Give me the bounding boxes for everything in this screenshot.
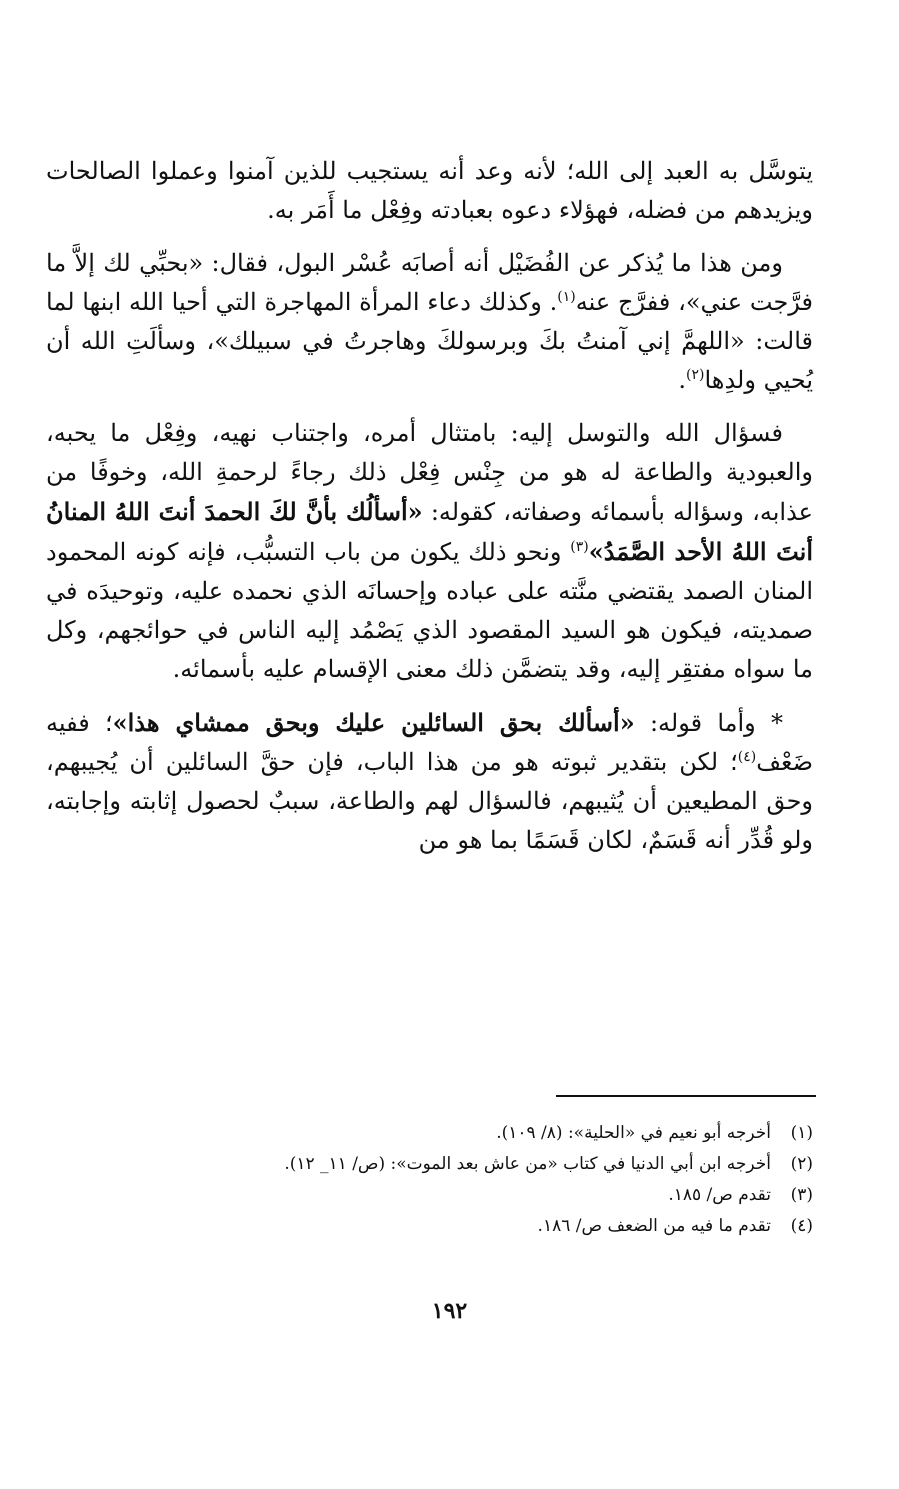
footnote-2 — [46, 1149, 813, 1180]
footnote-number: (٣) — [790, 1185, 813, 1205]
paragraph-2-text-c: . — [678, 366, 687, 394]
footnote-1 — [46, 1118, 813, 1149]
footnote-number: (٤) — [790, 1216, 813, 1236]
paragraph-2-text-a: ومن هذا ما يُذكر عن الفُضَيْل أنه أصابَه عُسْر البول، فقال: «بحبِّي لك إلاَّ ما فرَّجت عني»، ففرَّج عنه — [46, 249, 813, 316]
paragraph-3 — [46, 414, 813, 689]
footnote-separator — [556, 1095, 816, 1097]
footnote-ref-3: (٣) — [570, 539, 589, 555]
paragraph-1-text: يتوسَّل به العبد إلى الله؛ لأنه وعد أنه يستجيب للذين آمنوا وعملوا الصالحات ويزيدهم من فضله، فهؤلاء دعوه بعبادته وفِعْل ما أَمَر به. — [46, 157, 813, 224]
footnote-4 — [46, 1211, 813, 1242]
footnote-text: أخرجه ابن أبي الدنيا في كتاب «من عاش بعد الموت»: (ص/ ١١_ ١٢). — [284, 1154, 771, 1174]
footnote-ref-4: (٤) — [737, 749, 757, 765]
footnote-number: (١) — [790, 1123, 813, 1143]
paragraph-1 — [46, 152, 813, 230]
page-number: ١٩٢ — [431, 1298, 468, 1324]
footnotes — [46, 1118, 813, 1242]
footnote-ref-1: (١) — [557, 289, 576, 305]
paragraph-4 — [46, 703, 813, 860]
footnote-text: تقدم ص/ ١٨٥. — [668, 1185, 771, 1205]
paragraph-3-text-a: فسؤال الله والتوسل إليه: بامتثال أمره، واجتناب نهيه، وفِعْل ما يحبه، والعبودية والطاعة له هو من جِنْس فِعْل ذلك رجاءً لرحمةِ الله، وخوفًا من عذابه، وسؤاله بأسمائه وصفاته، كقوله: — [46, 419, 814, 526]
footnote-text: تقدم ما فيه من الضعف ص/ ١٨٦. — [537, 1216, 771, 1236]
main-text — [46, 152, 813, 860]
footnote-number: (٢) — [790, 1154, 813, 1174]
footnote-ref-2: (٢) — [686, 367, 705, 383]
hadith-quote-1: «أسألُك بأنَّ لكَ الحمدَ أنتَ اللهُ المنانُ أنتَ اللهُ الأحد الصَّمَدُ» — [46, 497, 813, 566]
paragraph-3-text-b: ونحو ذلك يكون من باب التسبُّب، فإنه كونه المحمود المنان الصمد يقتضي منَّته على عباده وإحسانَه الذي نحمده عليه، وتوحيدَه في صمديته، فيكون هو السيد المقصود الذي يَصْمُد إليه الناس في حوائجهم، وكل ما سواه مفتقِر إليه، وقد يتضمَّن ذلك معنى الإقسام عليه بأسمائه. — [46, 538, 814, 683]
paragraph-2-text-b: . وكذلك دعاء المرأة المهاجرة التي أحيا الله ابنها لما قالت: «اللهمَّ إني آمنتُ بكَ وبرسولكَ وهاجرتُ في سبيلك»، وسألَتِ الله أن يُحيي ولدِها — [46, 288, 813, 394]
hadith-quote-2: «أسألك بحق السائلين عليك وبحق ممشاي هذا» — [112, 708, 635, 737]
paragraph-4-text-c: ؛ لكن بتقدير ثبوته هو من هذا الباب، فإن حقَّ السائلين أن يُجيبهم، وحق المطيعين أن يُثيبهم، فالسؤال لهم والطاعة، سببٌ لحصول إثابته وإجابته، ولو قُدِّر أنه قَسَمٌ، لكان قَسَمًا بما هو من — [46, 748, 813, 854]
footnote-text: أخرجه أبو نعيم في «الحلية»: (٨/ ١٠٩). — [496, 1123, 771, 1143]
footnote-3 — [46, 1180, 813, 1211]
paragraph-4-text-b: ؛ ففيه ضَعْف — [46, 709, 813, 776]
paragraph-2 — [46, 244, 813, 400]
paragraph-4-text-a: * وأما قوله: — [634, 709, 783, 737]
